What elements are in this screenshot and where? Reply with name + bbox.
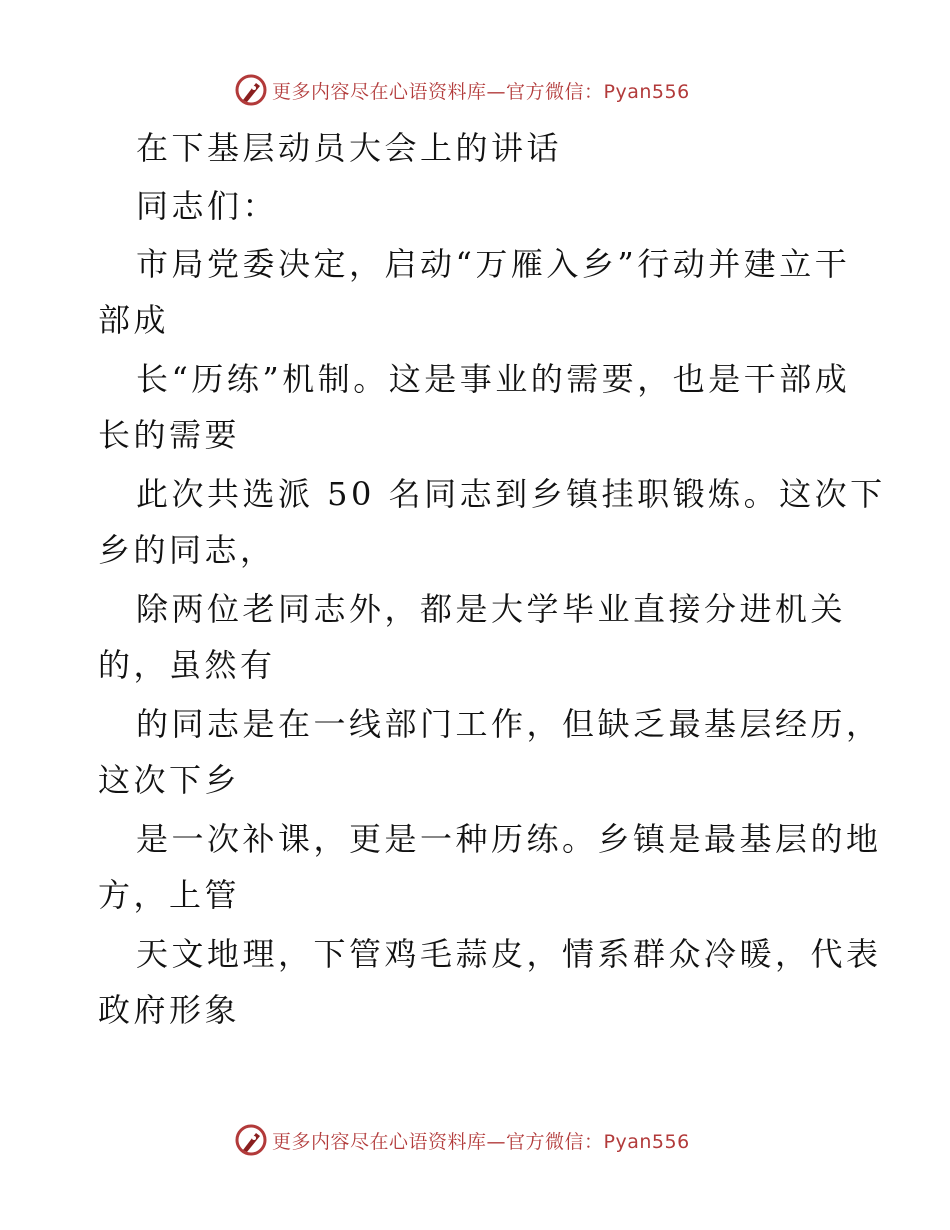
paragraph-line: 天文地理，下管鸡毛蒜皮，情系群众冷暖，代表: [136, 935, 882, 973]
paragraph-line: 部成: [98, 301, 170, 339]
paragraph-line: 市局党委决定，启动“万雁入乡”行动并建立干: [136, 245, 851, 283]
salutation: 同志们：: [136, 187, 279, 225]
paragraph-line: 此次共选派 50 名同志到乡镇挂职锻炼。这次下: [136, 475, 886, 513]
header-banner-content: [234, 70, 690, 110]
header-banner: [0, 70, 950, 110]
paragraph-line: 政府形象: [98, 991, 241, 1029]
document-title: 在下基层动员大会上的讲话: [136, 129, 563, 167]
paragraph-line: 除两位老同志外，都是大学毕业直接分进机关: [136, 590, 847, 628]
paragraph-line: 这次下乡: [98, 761, 241, 799]
paragraph-line: 是一次补课，更是一种历练。乡镇是最基层的地: [136, 820, 882, 858]
pen-nib-logo-icon: [234, 73, 268, 107]
pen-nib-logo-icon: [234, 1123, 268, 1157]
paragraph-line: 的，虽然有: [98, 646, 276, 684]
paragraph-line: 长的需要: [98, 416, 241, 454]
paragraph-line: 长“历练”机制。这是事业的需要，也是干部成: [136, 360, 851, 398]
paragraph-line: 乡的同志，: [98, 531, 276, 569]
footer-banner-content: [234, 1120, 690, 1160]
footer-banner: [0, 1120, 950, 1160]
paragraph-line: 的同志是在一线部门工作，但缺乏最基层经历，: [136, 705, 882, 743]
footer-banner-text: 更多内容尽在心语资料库—官方微信：Pyan556: [272, 1130, 690, 1153]
paragraph-line: 方，上管: [98, 876, 241, 914]
header-banner-text: 更多内容尽在心语资料库—官方微信：Pyan556: [272, 80, 690, 103]
